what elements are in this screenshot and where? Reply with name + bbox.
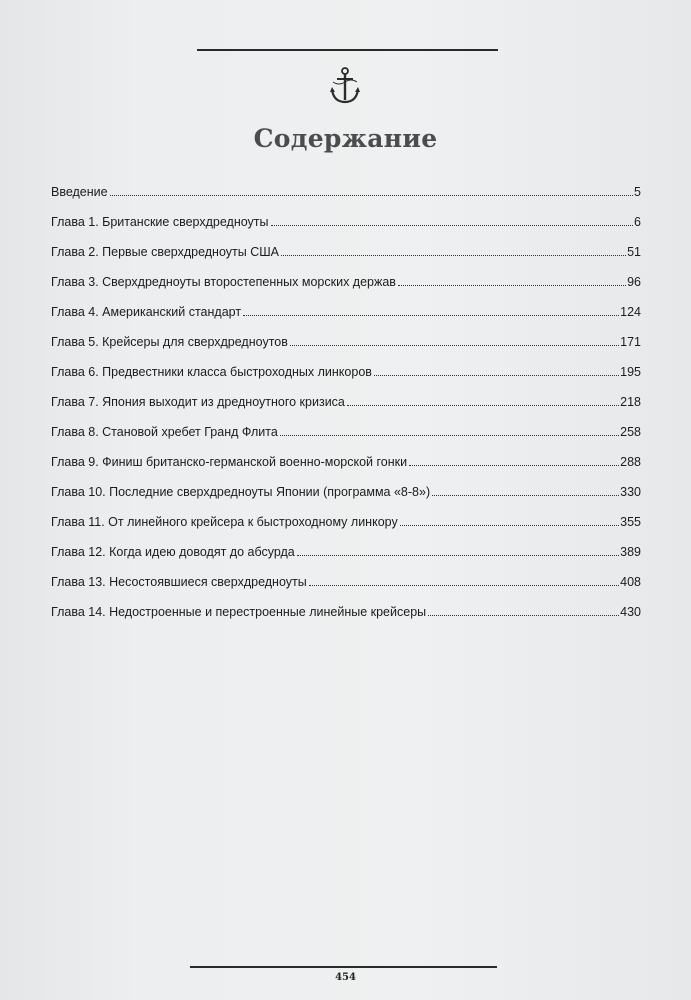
- toc-entry-title: Введение: [51, 185, 108, 199]
- toc-entry-page: 288: [620, 455, 641, 469]
- toc-entry-title: Глава 5. Крейсеры для сверхдредноутов: [51, 335, 288, 349]
- dot-leader: [409, 464, 619, 466]
- toc-entry-page: 96: [627, 275, 641, 289]
- toc-entry-title: Глава 9. Финиш британско-германской военно-морской гонки: [51, 455, 408, 469]
- dot-leader: [309, 584, 619, 586]
- toc-entry: [51, 530, 641, 560]
- toc-entry: [51, 350, 641, 380]
- toc-entry: [51, 260, 641, 290]
- toc-entry-title: Глава 13. Несостоявшиеся сверхдредноуты: [51, 575, 307, 589]
- toc-entry-page: 218: [620, 395, 641, 409]
- page-number: 454: [335, 972, 356, 983]
- toc-entry-title: Глава 1. Британские сверхдредноуты: [51, 215, 269, 229]
- toc-entry-page: 51: [627, 245, 641, 259]
- page-title: Содержание: [253, 124, 438, 153]
- toc-entry-page: 408: [620, 575, 641, 589]
- table-of-contents: [51, 170, 641, 620]
- toc-entry-title: Глава 12. Когда идею доводят до абсурда: [51, 545, 295, 559]
- toc-entry-title: Глава 2. Первые сверхдредноуты США: [51, 245, 280, 259]
- dot-leader: [110, 194, 633, 196]
- toc-entry-page: 171: [620, 335, 641, 349]
- toc-entry-title: Глава 10. Последние сверхдредноуты Японии (программа «8-8»): [51, 485, 431, 499]
- toc-entry-page: 430: [620, 605, 641, 619]
- toc-entry-title: Глава 14. Недостроенные и перестроенные линейные крейсеры: [51, 605, 427, 619]
- dot-leader: [281, 254, 626, 256]
- toc-entry: [51, 470, 641, 500]
- toc-entry-page: 389: [620, 545, 641, 559]
- dot-leader: [243, 314, 619, 316]
- dot-leader: [374, 374, 619, 376]
- dot-leader: [280, 434, 619, 436]
- toc-entry-title: Глава 3. Сверхдредноуты второстепенных морских держав: [51, 275, 396, 289]
- dot-leader: [347, 404, 619, 406]
- dot-leader: [290, 344, 619, 346]
- toc-entry: [51, 410, 641, 440]
- toc-entry-page: 330: [620, 485, 641, 499]
- toc-entry-page: 124: [620, 305, 641, 319]
- toc-entry: [51, 500, 641, 530]
- dot-leader: [398, 284, 626, 286]
- toc-entry: [51, 380, 641, 410]
- toc-entry: [51, 230, 641, 260]
- dot-leader: [400, 524, 619, 526]
- toc-entry-page: 258: [620, 425, 641, 439]
- toc-entry-title: Глава 8. Становой хребет Гранд Флита: [51, 425, 278, 439]
- toc-entry-title: Глава 11. От линейного крейсера к быстроходному линкору: [51, 515, 398, 529]
- toc-entry: [51, 170, 641, 200]
- toc-entry-title: Глава 4. Американский стандарт: [51, 305, 242, 319]
- toc-entry: [51, 290, 641, 320]
- toc-entry-page: 5: [634, 185, 641, 199]
- dot-leader: [428, 614, 619, 616]
- toc-entry-title: Глава 7. Япония выходит из дредноутного кризиса: [51, 395, 345, 409]
- toc-entry-page: 355: [620, 515, 641, 529]
- toc-entry-page: 6: [634, 215, 641, 229]
- anchor-icon: [328, 66, 362, 106]
- bottom-rule: [190, 966, 497, 968]
- toc-entry: [51, 590, 641, 620]
- toc-entry: [51, 440, 641, 470]
- toc-entry-page: 195: [620, 365, 641, 379]
- dot-leader: [297, 554, 619, 556]
- top-rule: [197, 49, 498, 51]
- toc-entry: [51, 560, 641, 590]
- toc-entry-title: Глава 6. Предвестники класса быстроходных линкоров: [51, 365, 372, 379]
- dot-leader: [271, 224, 634, 226]
- toc-entry: [51, 320, 641, 350]
- toc-entry: [51, 200, 641, 230]
- dot-leader: [432, 494, 619, 496]
